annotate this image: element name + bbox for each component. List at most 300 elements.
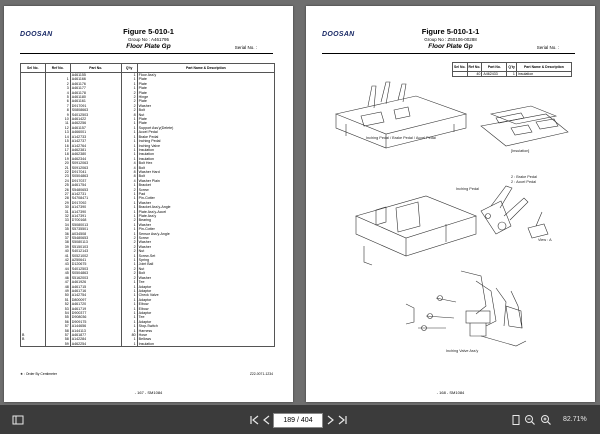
cell-part-name: Insulation xyxy=(137,342,274,347)
header-part-no: Part No. xyxy=(482,63,507,72)
cell-part-name: Washer xyxy=(137,276,274,280)
cell-ref-no: 26 xyxy=(45,188,70,192)
cell-ref-no: 46 xyxy=(45,276,70,280)
cell-qty: 1 xyxy=(121,73,137,78)
cell-qty: 2 xyxy=(121,108,137,112)
cell-part-no: S4012503 xyxy=(70,267,121,271)
cell-sel-no xyxy=(21,342,46,347)
cell-ref-no: 48 xyxy=(45,285,70,289)
cell-ref-no: 21 xyxy=(45,166,70,170)
cell-part-name: Bracket xyxy=(137,183,274,187)
cell-part-no: A462344 xyxy=(70,157,121,161)
cell-part-no: S0912063 xyxy=(70,166,121,170)
fit-page-icon[interactable] xyxy=(510,414,522,426)
cell-part-name: Plate xyxy=(137,121,274,125)
cell-qty: 1 xyxy=(121,214,137,218)
view-a-callout: View : A xyxy=(538,238,552,242)
cell-part-no: A144113 xyxy=(70,329,121,333)
cell-part-no: A461720 xyxy=(70,302,121,306)
table-header-row xyxy=(21,64,275,73)
cell-ref-no: 4 xyxy=(45,91,70,95)
cell-qty: 1 xyxy=(121,262,137,266)
cell-ref-no: 47 xyxy=(45,280,70,284)
cell-ref-no: 34 xyxy=(45,223,70,227)
footnote: ★ : Order By Centimeter xyxy=(20,372,57,376)
cell-qty: 80 xyxy=(121,333,137,337)
cell-ref-no: 38 xyxy=(45,240,70,244)
cell-part-name: Spring xyxy=(137,258,274,262)
cell-part-name: Plate xyxy=(137,117,274,121)
cell-part-name: Washer xyxy=(137,240,274,244)
cell-part-no: A461166 xyxy=(70,77,121,81)
header-ref-no: Ref No. xyxy=(45,64,70,73)
cell-ref-no: 7 xyxy=(45,104,70,108)
header-ref-no: Ref No. xyxy=(467,63,482,72)
cell-qty: 4 xyxy=(121,166,137,170)
cell-part-no: S5080013 xyxy=(70,223,121,227)
cell-part-no: S5162003 xyxy=(70,276,121,280)
cell-part-no: A461877 xyxy=(70,333,121,337)
insulation-drawing xyxy=(481,106,568,146)
cell-ref-no: 55 xyxy=(45,315,70,319)
cell-qty: 1 xyxy=(121,285,137,289)
group-number: Group No : A461795 xyxy=(127,37,170,42)
zoom-out-icon[interactable] xyxy=(524,414,536,426)
cell-part-no: A142764 xyxy=(70,144,121,148)
cell-sel-no: B xyxy=(21,333,46,337)
cell-part-name: Pad xyxy=(137,192,274,196)
cell-qty: 8 xyxy=(121,170,137,174)
cell-qty: 1 xyxy=(121,135,137,139)
inching-brake-pedal-callout: Inching Pedal / Brake Pedal / Accel Pedal xyxy=(366,136,436,140)
cell-part-no: A144656 xyxy=(70,324,121,328)
cell-part-no: A461926 xyxy=(70,280,121,284)
cell-part-no: S0504863 xyxy=(70,271,121,275)
cell-qty: 2 xyxy=(121,91,137,95)
cell-part-no: A462433 xyxy=(482,72,507,77)
cell-ref-no: 6 xyxy=(45,99,70,103)
cell-ref-no: 2 xyxy=(45,82,70,86)
cell-part-no: A466001 xyxy=(70,130,121,134)
cell-part-name: Elbow xyxy=(137,307,274,311)
cell-part-name: Plate Ass'y xyxy=(137,214,274,218)
cell-qty: 2 xyxy=(121,240,137,244)
cell-part-name: Harness xyxy=(137,329,274,333)
exploded-parts-drawing xyxy=(306,66,595,366)
cell-qty: 2 xyxy=(121,188,137,192)
cell-part-no: A461161 xyxy=(70,99,121,103)
cell-qty: 1 xyxy=(121,324,137,328)
group-number: Group No : Z50106-00288 xyxy=(424,37,477,42)
cell-ref-no: 43 xyxy=(45,262,70,266)
header-qty: Q'ty xyxy=(507,63,516,72)
cell-ref-no: 29 xyxy=(45,201,70,205)
cell-part-name: Nut xyxy=(137,113,274,117)
cell-qty: 2 xyxy=(121,218,137,222)
cell-part-name: Bolt Hex xyxy=(137,161,274,165)
right-catalog-page xyxy=(306,6,595,402)
cell-part-no: D700168 xyxy=(70,218,121,222)
cell-part-no: D120675 xyxy=(70,262,121,266)
cell-part-name: Bolt xyxy=(137,108,274,112)
cell-part-no: S4012143 xyxy=(70,249,121,253)
header-part-name: Part Name & Description xyxy=(516,63,571,72)
cell-qty: 1 xyxy=(121,307,137,311)
cell-part-name: Insulation xyxy=(137,148,274,152)
cell-qty: 1 xyxy=(121,210,137,214)
serial-label: Serial No. : xyxy=(234,45,257,50)
cell-part-no: A147390 xyxy=(70,205,121,209)
cell-part-no: S0504863 xyxy=(70,174,121,178)
cell-qty: 1 xyxy=(121,258,137,262)
cell-qty: 1 xyxy=(121,289,137,293)
cell-part-no: A461177 xyxy=(70,86,121,90)
cell-ref-no: 37 xyxy=(45,236,70,240)
cell-qty: 1 xyxy=(121,82,137,86)
cell-part-no: A147391 xyxy=(70,214,121,218)
zoom-level[interactable]: 82.71% xyxy=(563,416,587,423)
page-number: - 167 - SM1084 xyxy=(134,390,163,395)
cell-ref-no: 15 xyxy=(45,139,70,143)
cell-ref-no: 39 xyxy=(45,245,70,249)
header-sel-no: Sel No. xyxy=(453,63,468,72)
cell-part-name: Check Valve xyxy=(137,293,274,297)
cell-ref-no: 42 xyxy=(45,258,70,262)
cell-part-name: Plate xyxy=(137,99,274,103)
cell-ref-no: 58 xyxy=(45,337,70,341)
cell-part-name: Plate xyxy=(137,91,274,95)
cell-part-no: A461178 xyxy=(70,91,121,95)
cell-ref-no: 56 xyxy=(45,320,70,324)
cell-qty: 1 xyxy=(121,329,137,333)
cell-qty: 1 xyxy=(121,157,137,161)
cell-qty: 1 xyxy=(121,342,137,347)
cell-part-name: Washer xyxy=(137,245,274,249)
inching-pedal-callout: Inching Pedal xyxy=(456,187,480,191)
cell-qty: 1 xyxy=(121,254,137,258)
cell-ref-no: 17 xyxy=(45,148,70,152)
accel-pedal-callout: 2 : Accel Pedal xyxy=(511,180,537,184)
cell-part-name: Bolt xyxy=(137,271,274,275)
cell-qty: 1 xyxy=(121,148,137,152)
cell-part-no: S5480653 xyxy=(70,188,121,192)
cell-part-no: S0912063 xyxy=(70,161,121,165)
cell-ref-no: 10 xyxy=(45,117,70,121)
cell-part-no: A461715 xyxy=(70,285,121,289)
cell-part-no: D909175 xyxy=(70,320,121,324)
cell-part-name: Floor Ass'y xyxy=(137,73,274,78)
cell-qty: 1 xyxy=(121,280,137,284)
cell-ref-no: 31 xyxy=(45,210,70,214)
page-number: - 168 - SM1084 xyxy=(436,390,465,395)
cell-part-name: Bracket Ass'y-Angle xyxy=(137,205,274,209)
cell-part-no: A461422 xyxy=(70,117,121,121)
cell-ref-no: 14 xyxy=(45,135,70,139)
cell-ref-no: 11 xyxy=(45,121,70,125)
cell-part-name: Washer Hard xyxy=(137,170,274,174)
cell-part-name: Bellows xyxy=(137,337,274,341)
cell-qty: 1 xyxy=(121,320,137,324)
cell-part-no: A147390 xyxy=(70,210,121,214)
cell-qty: 2 xyxy=(121,236,137,240)
cell-part-no: A142737 xyxy=(70,139,121,143)
cell-ref-no: 44 xyxy=(45,267,70,271)
cell-part-no: A461157 xyxy=(70,126,121,130)
cell-qty: 1 xyxy=(121,139,137,143)
cell-ref-no: 3 xyxy=(45,86,70,90)
cell-part-no: A461754 xyxy=(70,183,121,187)
cell-ref-no: 22 xyxy=(45,170,70,174)
cell-part-name: Washer xyxy=(137,223,274,227)
cell-part-name: Joint Ball xyxy=(137,262,274,266)
cell-part-no: A250641 xyxy=(70,258,121,262)
cell-qty: 1 xyxy=(121,311,137,315)
cell-ref-no: 23 xyxy=(45,174,70,178)
cell-ref-no: 57 xyxy=(45,324,70,328)
cell-part-no: S4012503 xyxy=(70,113,121,117)
cell-part-no: D917037 xyxy=(70,179,121,183)
cell-part-no: A461716 xyxy=(70,289,121,293)
cell-part-name: Screw xyxy=(137,188,274,192)
cell-part-no: A462381 xyxy=(70,148,121,152)
view-a-detail-drawing xyxy=(528,212,548,238)
cell-part-no: A142733 xyxy=(70,135,121,139)
cell-ref-no: 58 xyxy=(45,329,70,333)
brake-pedal-callout: 2 : Brake Pedal xyxy=(511,175,537,179)
cell-part-no: S0808663 xyxy=(70,108,121,112)
parts-table xyxy=(20,63,275,347)
cell-part-name: Adaptor xyxy=(137,311,274,315)
cell-part-name: Plate Ass'y-Accel xyxy=(137,210,274,214)
cell-part-no: A461180 xyxy=(70,95,121,99)
cell-part-name: Pin-Cotter xyxy=(137,196,274,200)
cell-part-name: Inching Valve xyxy=(137,144,274,148)
cell-qty: 1 xyxy=(121,302,137,306)
cell-part-no: D917041 xyxy=(70,170,121,174)
cell-ref-no: 18 xyxy=(45,152,70,156)
cell-part-name: Washer xyxy=(137,201,274,205)
cell-ref-no: 49 xyxy=(45,289,70,293)
cell-part-name: Adaptor xyxy=(137,285,274,289)
cell-part-name: Bearing xyxy=(137,218,274,222)
cell-ref-no: 50 xyxy=(45,293,70,297)
previous-page-icon[interactable] xyxy=(261,414,273,426)
cell-ref-no: 53 xyxy=(45,307,70,311)
pedal-assembly-drawing xyxy=(356,186,528,265)
cell-qty: 1 xyxy=(121,223,137,227)
cell-ref-no: 33 xyxy=(45,218,70,222)
cell-part-no: S5150103 xyxy=(70,245,121,249)
cell-qty: 1 xyxy=(121,232,137,236)
header-rule xyxy=(322,53,575,54)
cell-part-name: Brake Pedal xyxy=(137,135,274,139)
cell-part-no: S5480653 xyxy=(70,236,121,240)
inching-valve-assembly-drawing xyxy=(406,271,526,346)
cell-part-name: Bolt xyxy=(137,174,274,178)
inching-valve-callout: Inching Valve Ass'y xyxy=(446,349,479,353)
cell-part-no: D917091 xyxy=(70,104,121,108)
header-rule xyxy=(20,53,273,54)
cell-part-name: Tee xyxy=(137,315,274,319)
cell-part-name: Nut xyxy=(137,249,274,253)
next-page-icon[interactable] xyxy=(324,414,336,426)
cell-ref-no: 20 xyxy=(45,161,70,165)
cell-qty: 1 xyxy=(121,196,137,200)
cell-qty: 1 xyxy=(121,130,137,134)
cell-part-no: D800097 xyxy=(70,298,121,302)
cell-part-name: Hinge xyxy=(137,95,274,99)
cell-part-no: A462256 xyxy=(70,121,121,125)
cell-part-name: Adaptor xyxy=(137,289,274,293)
cell-qty: 1 xyxy=(121,126,137,130)
cell-part-no: A462380 xyxy=(70,152,121,156)
cell-qty: 1 xyxy=(121,205,137,209)
cell-part-no: D917092 xyxy=(70,201,121,205)
cell-part-name: Screw xyxy=(137,236,274,240)
cell-part-name: Washer xyxy=(137,104,274,108)
cell-part-no: A461155 xyxy=(70,73,121,78)
cell-part-no: A462254 xyxy=(70,342,121,347)
cell-part-name: Adaptor xyxy=(137,298,274,302)
assembly-title: Floor Plate Gp xyxy=(126,43,171,50)
cell-qty: 2 xyxy=(121,104,137,108)
cell-part-name: Insulation xyxy=(516,72,571,77)
cell-part-name: Pin-Cotter xyxy=(137,227,274,231)
cell-qty: 1 xyxy=(121,77,137,81)
cell-qty: 2 xyxy=(121,271,137,275)
cell-qty: 2 xyxy=(121,245,137,249)
doosan-logo: DOOSAN xyxy=(20,31,53,38)
cell-ref-no: 32 xyxy=(45,214,70,218)
cell-part-name: Insulation xyxy=(137,152,274,156)
figure-title: Figure 5-010-1 xyxy=(123,27,174,36)
cell-qty: 2 xyxy=(121,99,137,103)
cell-ref-no: 19 xyxy=(45,157,70,161)
cell-qty: 1 xyxy=(121,183,137,187)
cell-part-name: Screw-Set xyxy=(137,254,274,258)
cell-ref-no: 40 xyxy=(467,72,482,77)
last-page-icon[interactable] xyxy=(337,414,349,426)
cell-ref-no: 30 xyxy=(45,205,70,209)
document-code: Z22-0071-1234 xyxy=(249,372,273,376)
cell-qty: 1 xyxy=(121,293,137,297)
cell-qty: 1 xyxy=(121,144,137,148)
cell-ref-no: 9 xyxy=(45,113,70,117)
cell-ref-no: 8 xyxy=(45,108,70,112)
cell-ref-no: 5 xyxy=(45,95,70,99)
cell-ref-no: 41 xyxy=(45,254,70,258)
cell-part-no: D908036 xyxy=(70,315,121,319)
cell-part-name: Elbow xyxy=(137,302,274,306)
cell-part-no: S0521002 xyxy=(70,254,121,258)
cell-qty: 2 xyxy=(121,276,137,280)
cell-ref-no: 35 xyxy=(45,227,70,231)
zoom-in-icon[interactable] xyxy=(540,414,552,426)
cell-qty: 1 xyxy=(121,315,137,319)
cell-part-name: Plate xyxy=(137,77,274,81)
cell-part-name: Bolt xyxy=(137,166,274,170)
header-sel-no: Sel No. xyxy=(21,64,46,73)
cell-qty: 4 xyxy=(121,161,137,165)
cell-qty: 1 xyxy=(121,337,137,341)
cell-ref-no: 51 xyxy=(45,298,70,302)
cell-ref-no: 27 xyxy=(45,192,70,196)
cell-qty: 1 xyxy=(121,227,137,231)
cell-part-name: Tee xyxy=(137,280,274,284)
cell-qty: 1 xyxy=(121,152,137,156)
cell-part-no: A461719 xyxy=(70,307,121,311)
figure-title: Figure 5-010-1-1 xyxy=(421,27,480,36)
serial-label: Serial No. : xyxy=(536,45,559,50)
cell-ref-no: 59 xyxy=(45,342,70,347)
cell-ref-no: 40 xyxy=(45,249,70,253)
cell-part-no: A142284 xyxy=(70,337,121,341)
cell-part-name: Nut xyxy=(137,267,274,271)
cell-ref-no: 28 xyxy=(45,196,70,200)
cell-ref-no: 25 xyxy=(45,183,70,187)
cell-part-name: Adaptor xyxy=(137,320,274,324)
cell-ref-no: 52 xyxy=(45,302,70,306)
cell-part-no: A034508 xyxy=(70,232,121,236)
header-part-name: Part Name & Description xyxy=(137,64,274,73)
cell-qty: 1 xyxy=(507,72,516,77)
cell-qty: 8 xyxy=(121,113,137,117)
cell-sel-no: B xyxy=(21,337,46,341)
cell-ref-no: 57 xyxy=(45,333,70,337)
page-number-field[interactable]: 189 / 404 xyxy=(273,413,323,428)
viewer-toolbar xyxy=(0,405,600,434)
cell-ref-no: 45 xyxy=(45,271,70,275)
cell-part-name: Stop-Switch xyxy=(137,324,274,328)
cell-qty: 8 xyxy=(121,174,137,178)
cell-ref-no: 24 xyxy=(45,179,70,183)
header-part-no: Part No. xyxy=(70,64,121,73)
cell-ref-no: 13 xyxy=(45,130,70,134)
cell-qty: 2 xyxy=(121,249,137,253)
cell-part-name: Insulation xyxy=(137,157,274,161)
cell-qty: 1 xyxy=(121,121,137,125)
cell-part-no: A461176 xyxy=(70,82,121,86)
cell-qty: 1 xyxy=(121,298,137,302)
first-page-icon[interactable] xyxy=(248,414,260,426)
cell-part-name: Sensor Ass'y-Angle xyxy=(137,232,274,236)
cell-qty: 1 xyxy=(121,117,137,121)
cell-part-no: S5735501 xyxy=(70,227,121,231)
cell-part-no: A142731 xyxy=(70,192,121,196)
cell-ref-no: 36 xyxy=(45,232,70,236)
cell-ref-no: 1 xyxy=(45,77,70,81)
insulation-callout: [Insulation] xyxy=(511,149,530,153)
cell-part-name: Inching Pedal xyxy=(137,139,274,143)
cell-part-name: Support Ass'y(Delete) xyxy=(137,126,274,130)
cell-part-no: S4708471 xyxy=(70,196,121,200)
cell-part-name: Plate xyxy=(137,82,274,86)
cell-part-no: D900377 xyxy=(70,311,121,315)
cell-qty: 1 xyxy=(121,192,137,196)
cell-qty: 2 xyxy=(121,95,137,99)
sidebar-toggle-icon[interactable] xyxy=(12,414,24,426)
table-row xyxy=(21,342,275,347)
cell-part-name: Washer Plain xyxy=(137,179,274,183)
cell-ref-no: 16 xyxy=(45,144,70,148)
cell-qty: 1 xyxy=(121,86,137,90)
cell-part-name: Accel Pedal xyxy=(137,130,274,134)
cell-qty: 4 xyxy=(121,179,137,183)
cell-part-name: Plate xyxy=(137,86,274,90)
cell-qty: 1 xyxy=(121,201,137,205)
cell-ref-no: 12 xyxy=(45,126,70,130)
cell-qty: 2 xyxy=(121,267,137,271)
